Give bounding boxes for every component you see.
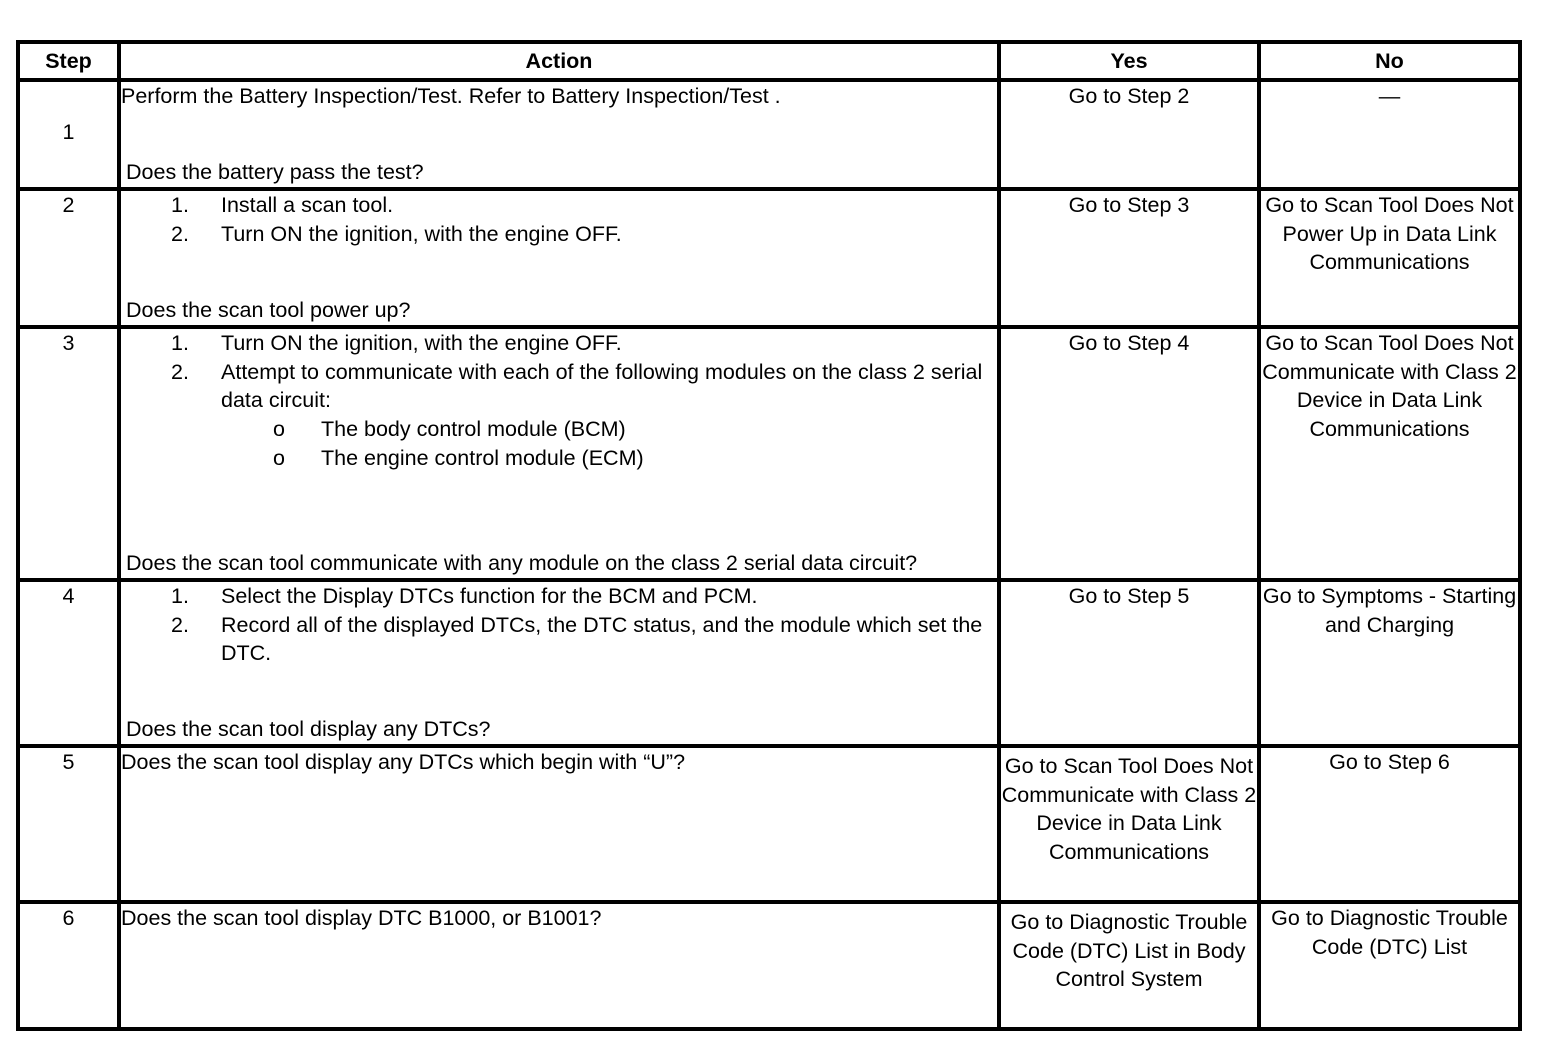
action-question: Does the battery pass the test? xyxy=(126,160,424,185)
action-question: Does the scan tool power up? xyxy=(126,298,411,323)
yes-cell: Go to Step 3 xyxy=(999,189,1259,327)
action-question: Does the scan tool display DTC B1000, or B1001? xyxy=(121,906,602,930)
step-number: 1 xyxy=(18,80,119,189)
action-steps xyxy=(121,329,997,415)
list-item: o The engine control module (ECM) xyxy=(121,444,997,473)
list-item: 1. Select the Display DTCs function for the BCM and PCM. xyxy=(171,584,758,608)
yes-cell: Go to Step 2 xyxy=(999,80,1259,189)
list-item: 1. Install a scan tool. xyxy=(171,193,394,217)
header-row xyxy=(18,42,1520,80)
action-cell xyxy=(119,580,999,746)
table-row xyxy=(18,746,1520,902)
yes-cell: Go to Scan Tool Does Not Communicate with Class 2 Device in Data Link Communications xyxy=(999,746,1259,902)
list-item: 2. Record all of the displayed DTCs, the DTC status, and the module which set the DTC. xyxy=(171,612,983,666)
no-cell: Go to Scan Tool Does Not Power Up in Data Link Communications xyxy=(1259,189,1520,327)
list-item: 2. Attempt to communicate with each of the following modules on the class 2 serial data circuit: xyxy=(171,359,983,413)
step-number: 2 xyxy=(18,189,119,327)
header-yes: Yes xyxy=(999,42,1259,80)
step-number: 6 xyxy=(18,902,119,1029)
diagnostic-table xyxy=(16,40,1522,1031)
list-item: 1. Turn ON the ignition, with the engine OFF. xyxy=(171,331,622,355)
no-cell: Go to Step 6 xyxy=(1259,746,1520,902)
action-steps xyxy=(121,582,997,668)
yes-cell: Go to Step 5 xyxy=(999,580,1259,746)
action-question: Does the scan tool display any DTCs? xyxy=(126,717,491,742)
list-item: 2. Turn ON the ignition, with the engine OFF. xyxy=(171,221,622,246)
action-steps xyxy=(121,191,997,248)
header-action: Action xyxy=(119,42,999,80)
list-item: o The body control module (BCM) xyxy=(121,415,997,444)
no-cell: Go to Scan Tool Does Not Communicate with Class 2 Device in Data Link Communications xyxy=(1259,327,1520,580)
step-number: 3 xyxy=(18,327,119,580)
no-cell: Go to Symptoms - Starting and Charging xyxy=(1259,580,1520,746)
header-step: Step xyxy=(18,42,119,80)
action-question: Does the scan tool communicate with any module on the class 2 serial data circuit? xyxy=(126,551,918,576)
bullet-icon: o xyxy=(273,417,285,442)
step-number: 5 xyxy=(18,746,119,902)
bullet-icon: o xyxy=(273,445,285,470)
action-cell xyxy=(119,902,999,1029)
table-row xyxy=(18,580,1520,746)
no-cell: — xyxy=(1259,80,1520,189)
step-number: 4 xyxy=(18,580,119,746)
no-cell: Go to Diagnostic Trouble Code (DTC) List xyxy=(1259,902,1520,1029)
action-cell xyxy=(119,327,999,580)
table-row xyxy=(18,902,1520,1029)
yes-cell: Go to Diagnostic Trouble Code (DTC) List in Body Control System xyxy=(999,902,1259,1029)
module-list xyxy=(121,415,997,472)
yes-cell: Go to Step 4 xyxy=(999,327,1259,580)
header-no: No xyxy=(1259,42,1520,80)
table-row xyxy=(18,189,1520,327)
action-question: Does the scan tool display any DTCs which begin with “U”? xyxy=(121,750,686,774)
action-cell xyxy=(119,80,999,189)
table-row xyxy=(18,80,1520,189)
action-cell xyxy=(119,746,999,902)
action-cell xyxy=(119,189,999,327)
table-row xyxy=(18,327,1520,580)
action-intro: Perform the Battery Inspection/Test. Refer to Battery Inspection/Test . xyxy=(121,84,781,108)
